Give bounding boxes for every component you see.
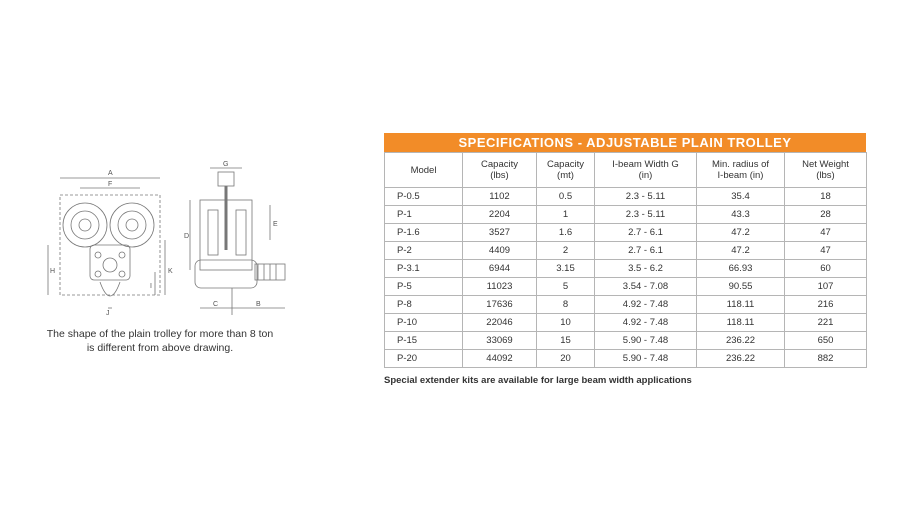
table-cell: 5.90 - 7.48 bbox=[595, 350, 697, 368]
table-cell: 5 bbox=[537, 278, 595, 296]
table-cell: 4.92 - 7.48 bbox=[595, 314, 697, 332]
table-cell: 4.92 - 7.48 bbox=[595, 296, 697, 314]
header-ibeam-width bbox=[595, 153, 697, 188]
spec-table bbox=[384, 152, 867, 368]
trolley-drawing bbox=[40, 160, 300, 315]
table-cell: 2.7 - 6.1 bbox=[595, 224, 697, 242]
table-cell: 5.90 - 7.48 bbox=[595, 332, 697, 350]
right-wheel-hub bbox=[126, 219, 138, 231]
load-bar-hole bbox=[103, 258, 117, 272]
dim-label-e: E bbox=[273, 221, 278, 228]
header-unit: (in) bbox=[638, 170, 653, 181]
left-wheel-hub bbox=[79, 219, 91, 231]
table-cell: P-15 bbox=[385, 332, 463, 350]
table-cell: 3.5 - 6.2 bbox=[595, 260, 697, 278]
table-cell: P-5 bbox=[385, 278, 463, 296]
dim-label-d: D bbox=[184, 233, 190, 240]
table-row bbox=[385, 206, 867, 224]
table-cell: 2.3 - 5.11 bbox=[595, 206, 697, 224]
header-net-weight bbox=[785, 153, 867, 188]
table-cell: 221 bbox=[785, 314, 867, 332]
dim-label-i: I bbox=[150, 283, 152, 290]
dim-label-f: F bbox=[108, 181, 113, 188]
left-wheel-inner bbox=[71, 211, 99, 239]
table-cell: 47.2 bbox=[697, 242, 785, 260]
table-cell: 10 bbox=[537, 314, 595, 332]
header-label: Model bbox=[410, 164, 437, 176]
table-cell: 22046 bbox=[463, 314, 537, 332]
table-cell: 1.6 bbox=[537, 224, 595, 242]
table-cell: P-2 bbox=[385, 242, 463, 260]
side-wheel-left bbox=[208, 210, 218, 255]
side-view-base bbox=[195, 260, 257, 288]
table-cell: 43.3 bbox=[697, 206, 785, 224]
dim-label-h: H bbox=[50, 268, 56, 275]
table-cell: 4409 bbox=[463, 242, 537, 260]
table-row bbox=[385, 224, 867, 242]
header-label: Capacity bbox=[547, 159, 584, 170]
table-row bbox=[385, 296, 867, 314]
table-row bbox=[385, 260, 867, 278]
table-cell: P-3.1 bbox=[385, 260, 463, 278]
table-cell: 107 bbox=[785, 278, 867, 296]
header-unit: I-beam (in) bbox=[717, 170, 764, 181]
table-cell: P-8 bbox=[385, 296, 463, 314]
header-unit: (lbs) bbox=[816, 170, 835, 181]
table-cell: 236.22 bbox=[697, 350, 785, 368]
table-cell: 8 bbox=[537, 296, 595, 314]
header-capacity-mt bbox=[537, 153, 595, 188]
table-row bbox=[385, 332, 867, 350]
dim-label-j: J bbox=[106, 310, 110, 315]
header-label: Min. radius of bbox=[711, 159, 770, 170]
header-model bbox=[385, 153, 463, 188]
spec-table-body bbox=[385, 188, 867, 368]
header-label: Net Weight bbox=[802, 159, 849, 170]
header-label: Capacity bbox=[481, 159, 518, 170]
caption-line-1: The shape of the plain trolley for more than 8 ton bbox=[46, 328, 274, 340]
right-wheel bbox=[110, 203, 154, 247]
header-unit: (mt) bbox=[557, 170, 574, 181]
table-cell: 2.7 - 6.1 bbox=[595, 242, 697, 260]
table-cell: P-0.5 bbox=[385, 188, 463, 206]
table-row bbox=[385, 314, 867, 332]
table-cell: 216 bbox=[785, 296, 867, 314]
table-cell: 47 bbox=[785, 242, 867, 260]
table-cell: 90.55 bbox=[697, 278, 785, 296]
ibeam-top bbox=[218, 172, 234, 186]
table-cell: 1 bbox=[537, 206, 595, 224]
table-cell: 47.2 bbox=[697, 224, 785, 242]
right-wheel-inner bbox=[118, 211, 146, 239]
table-cell: 0.5 bbox=[537, 188, 595, 206]
table-cell: 236.22 bbox=[697, 332, 785, 350]
table-row bbox=[385, 278, 867, 296]
table-cell: P-1.6 bbox=[385, 224, 463, 242]
table-cell: P-20 bbox=[385, 350, 463, 368]
table-cell: 1102 bbox=[463, 188, 537, 206]
table-cell: 11023 bbox=[463, 278, 537, 296]
table-cell: 47 bbox=[785, 224, 867, 242]
header-capacity-lbs bbox=[463, 153, 537, 188]
spec-title: SPECIFICATIONS - ADJUSTABLE PLAIN TROLLEY bbox=[384, 133, 866, 152]
left-wheel bbox=[63, 203, 107, 247]
table-cell: 6944 bbox=[463, 260, 537, 278]
header-min-radius bbox=[697, 153, 785, 188]
table-cell: 3.54 - 7.08 bbox=[595, 278, 697, 296]
table-cell: P-10 bbox=[385, 314, 463, 332]
table-cell: 44092 bbox=[463, 350, 537, 368]
table-row bbox=[385, 350, 867, 368]
drawing-caption bbox=[20, 327, 300, 355]
side-wheel-right bbox=[236, 210, 246, 255]
clevis bbox=[100, 282, 120, 296]
table-cell: 650 bbox=[785, 332, 867, 350]
trolley-drawing-svg bbox=[40, 160, 300, 315]
dim-label-g: G bbox=[223, 161, 229, 168]
extender-note: Special extender kits are available for large beam width applications bbox=[384, 375, 692, 386]
header-unit: (lbs) bbox=[490, 170, 509, 181]
dim-label-b: B bbox=[256, 301, 261, 308]
dim-label-c: C bbox=[213, 301, 219, 308]
table-cell: 118.11 bbox=[697, 296, 785, 314]
spec-table-section bbox=[384, 133, 866, 368]
table-row bbox=[385, 188, 867, 206]
table-cell: P-1 bbox=[385, 206, 463, 224]
table-cell: 3527 bbox=[463, 224, 537, 242]
table-header-row bbox=[385, 153, 867, 188]
table-cell: 20 bbox=[537, 350, 595, 368]
table-cell: 15 bbox=[537, 332, 595, 350]
table-cell: 18 bbox=[785, 188, 867, 206]
dim-label-a: A bbox=[108, 170, 113, 177]
table-cell: 2 bbox=[537, 242, 595, 260]
table-cell: 882 bbox=[785, 350, 867, 368]
table-row bbox=[385, 242, 867, 260]
table-cell: 118.11 bbox=[697, 314, 785, 332]
table-cell: 60 bbox=[785, 260, 867, 278]
table-cell: 28 bbox=[785, 206, 867, 224]
caption-line-2: is different from above drawing. bbox=[86, 342, 234, 354]
table-cell: 66.93 bbox=[697, 260, 785, 278]
table-cell: 35.4 bbox=[697, 188, 785, 206]
table-cell: 3.15 bbox=[537, 260, 595, 278]
table-cell: 33069 bbox=[463, 332, 537, 350]
table-cell: 2204 bbox=[463, 206, 537, 224]
dim-label-k: K bbox=[168, 268, 173, 275]
header-label: I-beam Width G bbox=[612, 159, 679, 170]
side-plate bbox=[90, 245, 130, 280]
table-cell: 2.3 - 5.11 bbox=[595, 188, 697, 206]
table-cell: 17636 bbox=[463, 296, 537, 314]
